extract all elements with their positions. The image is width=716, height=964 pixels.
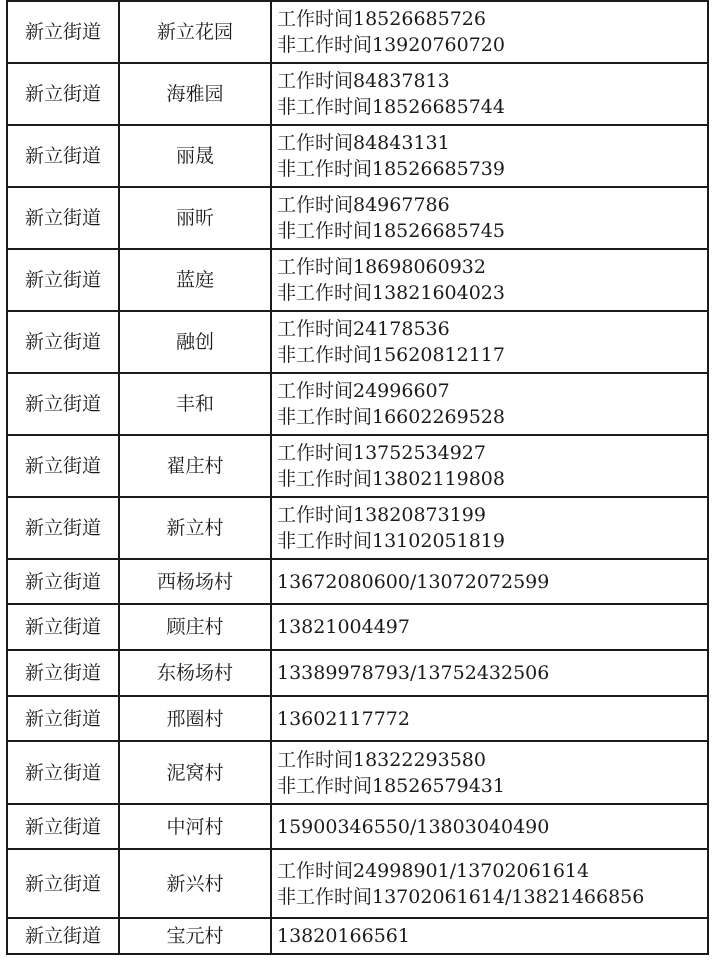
street-cell: 新立街道 (7, 1, 119, 63)
street-cell: 新立街道 (7, 559, 119, 604)
place-cell: 丽昕 (119, 187, 271, 249)
table-row (7, 497, 708, 559)
street-cell: 新立街道 (7, 849, 119, 918)
contact-cell (271, 249, 708, 311)
street-cell: 新立街道 (7, 435, 119, 497)
phone-line: 非工作时间18526685744 (277, 96, 505, 118)
contact-cell (271, 604, 708, 650)
phone-line: 非工作时间13102051819 (277, 530, 505, 552)
street-cell: 新立街道 (7, 918, 119, 954)
place-cell: 新兴村 (119, 849, 271, 918)
table-row (7, 849, 708, 918)
street-cell: 新立街道 (7, 604, 119, 650)
phone-line: 非工作时间13920760720 (277, 34, 505, 56)
place-cell: 丰和 (119, 373, 271, 435)
place-cell: 顾庄村 (119, 604, 271, 650)
place-cell: 丽晟 (119, 125, 271, 187)
phone-line: 工作时间13752534927 (277, 442, 486, 464)
street-cell: 新立街道 (7, 311, 119, 373)
place-cell: 宝元村 (119, 918, 271, 954)
phone-line: 13821004497 (277, 616, 410, 638)
contact-cell (271, 187, 708, 249)
table-row (7, 918, 708, 954)
table-row (7, 604, 708, 650)
phone-line: 工作时间84837813 (277, 70, 450, 92)
phone-line: 工作时间84967786 (277, 194, 450, 216)
contact-cell (271, 311, 708, 373)
contact-cell (271, 63, 708, 125)
contact-cell (271, 1, 708, 63)
phone-line: 13820166561 (277, 925, 410, 947)
phone-line: 非工作时间16602269528 (277, 406, 505, 428)
table-row (7, 650, 708, 696)
contact-cell (271, 125, 708, 187)
contact-cell (271, 373, 708, 435)
contact-table-body (7, 1, 708, 954)
phone-line: 13672080600/13072072599 (277, 570, 550, 593)
phone-line: 工作时间24998901/13702061614 (277, 859, 590, 882)
contact-cell (271, 435, 708, 497)
table-row (7, 741, 708, 804)
contact-table (6, 0, 709, 955)
table-row (7, 435, 708, 497)
phone-line: 非工作时间18526579431 (277, 774, 505, 797)
phone-line: 非工作时间13802119808 (277, 468, 505, 490)
contact-cell (271, 804, 708, 849)
table-row (7, 373, 708, 435)
place-cell: 海雅园 (119, 63, 271, 125)
street-cell: 新立街道 (7, 373, 119, 435)
phone-line: 工作时间24178536 (277, 318, 450, 340)
street-cell: 新立街道 (7, 187, 119, 249)
phone-line: 13389978793/13752432506 (277, 662, 550, 684)
contact-cell (271, 559, 708, 604)
street-cell: 新立街道 (7, 804, 119, 849)
contact-cell (271, 650, 708, 696)
street-cell: 新立街道 (7, 650, 119, 696)
place-cell: 泥窝村 (119, 741, 271, 804)
phone-line: 工作时间13820873199 (277, 504, 486, 526)
contact-cell (271, 849, 708, 918)
phone-line: 工作时间24996607 (277, 380, 450, 402)
table-row (7, 559, 708, 604)
phone-line: 非工作时间13702061614/13821466856 (277, 885, 645, 908)
place-cell: 翟庄村 (119, 435, 271, 497)
table-row (7, 187, 708, 249)
place-cell: 西杨场村 (119, 559, 271, 604)
phone-line: 工作时间18322293580 (277, 748, 486, 771)
street-cell: 新立街道 (7, 249, 119, 311)
street-cell: 新立街道 (7, 63, 119, 125)
street-cell: 新立街道 (7, 741, 119, 804)
table-row (7, 63, 708, 125)
table-row (7, 311, 708, 373)
table-row (7, 696, 708, 741)
phone-line: 工作时间18526685726 (277, 8, 486, 30)
place-cell: 中河村 (119, 804, 271, 849)
table-row (7, 249, 708, 311)
place-cell: 邢圈村 (119, 696, 271, 741)
place-cell: 新立花园 (119, 1, 271, 63)
contact-cell (271, 696, 708, 741)
table-row (7, 1, 708, 63)
place-cell: 融创 (119, 311, 271, 373)
contact-cell (271, 497, 708, 559)
phone-line: 非工作时间13821604023 (277, 282, 505, 304)
place-cell: 东杨场村 (119, 650, 271, 696)
place-cell: 新立村 (119, 497, 271, 559)
phone-line: 15900346550/13803040490 (277, 815, 550, 838)
phone-line: 非工作时间15620812117 (277, 344, 505, 366)
contact-cell (271, 918, 708, 954)
street-cell: 新立街道 (7, 696, 119, 741)
table-row (7, 125, 708, 187)
phone-line: 非工作时间18526685739 (277, 158, 505, 180)
place-cell: 蓝庭 (119, 249, 271, 311)
phone-line: 工作时间84843131 (277, 132, 450, 154)
table-row (7, 804, 708, 849)
contact-cell (271, 741, 708, 804)
street-cell: 新立街道 (7, 125, 119, 187)
phone-line: 非工作时间18526685745 (277, 220, 505, 242)
phone-line: 工作时间18698060932 (277, 256, 486, 278)
phone-line: 13602117772 (277, 707, 410, 730)
street-cell: 新立街道 (7, 497, 119, 559)
